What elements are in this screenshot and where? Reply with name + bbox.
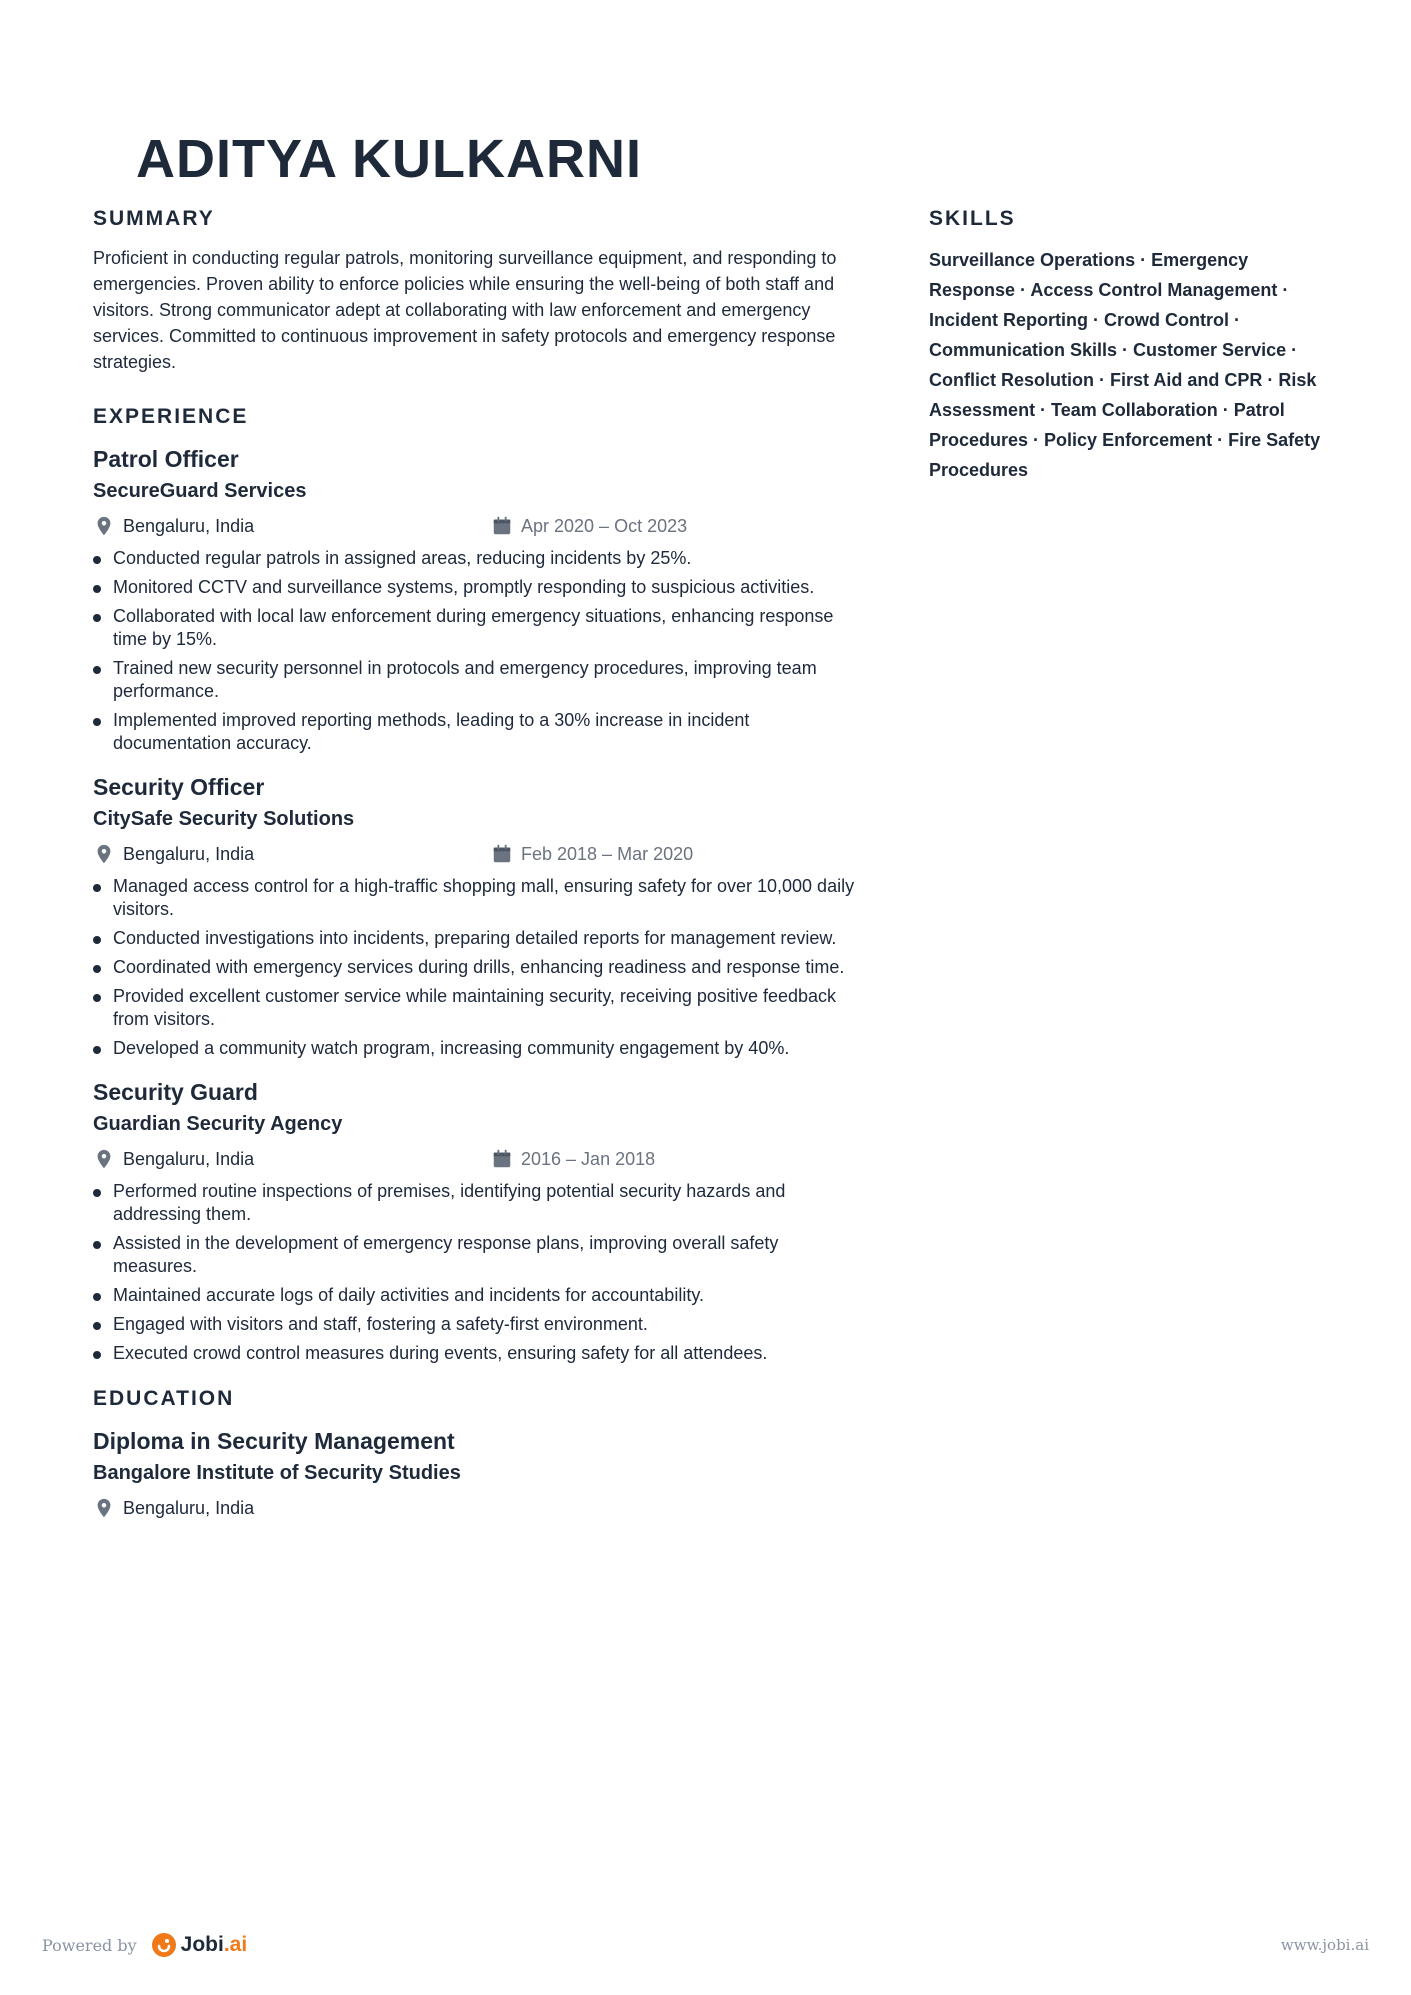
brand-name: Jobi	[180, 1933, 224, 1956]
job-location	[93, 843, 254, 865]
job-meta	[93, 515, 863, 543]
experience-section	[93, 405, 863, 1365]
summary-heading: SUMMARY	[93, 207, 215, 230]
job-bullet: Coordinated with emergency services during drills, enhancing readiness and response time.	[93, 956, 863, 979]
job-bullet: Monitored CCTV and surveillance systems, promptly responding to suspicious activities.	[93, 576, 863, 599]
job-title: Security Guard	[93, 1079, 258, 1105]
job-bullet: Executed crowd control measures during events, ensuring safety for all attendees.	[93, 1342, 863, 1365]
calendar-icon	[491, 515, 513, 537]
job-meta	[93, 843, 863, 871]
calendar-icon	[491, 843, 513, 865]
skills-heading: SKILLS	[929, 207, 1016, 230]
job-dates	[491, 515, 687, 537]
summary-section	[93, 207, 863, 375]
job-location-text: Bengaluru, India	[123, 843, 255, 864]
powered-by-label: Powered by	[42, 1935, 137, 1955]
location-pin-icon	[93, 515, 115, 537]
job-bullet: Assisted in the development of emergency response plans, improving overall safety measures.	[93, 1232, 863, 1278]
job-dates	[491, 843, 693, 865]
job-bullet: Collaborated with local law enforcement during emergency situations, enhancing response time by 15%.	[93, 605, 863, 651]
job-bullet: Engaged with visitors and staff, fostering a safety-first environment.	[93, 1313, 863, 1336]
footer-url[interactable]: www.jobi.ai	[1280, 1936, 1369, 1954]
job-title: Patrol Officer	[93, 446, 239, 472]
jobi-logo-icon	[151, 1932, 177, 1958]
job-entry	[93, 443, 863, 755]
job-dates-text: Apr 2020 – Oct 2023	[521, 515, 688, 536]
job-title: Security Officer	[93, 774, 265, 800]
job-entry	[93, 1076, 863, 1365]
education-location	[93, 1497, 254, 1519]
right-column	[929, 207, 1329, 485]
education-heading: EDUCATION	[93, 1387, 235, 1410]
brand-logo[interactable]	[151, 1932, 248, 1958]
job-bullet: Performed routine inspections of premises, identifying potential security hazards and addressing them.	[93, 1180, 863, 1226]
location-pin-icon	[93, 1148, 115, 1170]
job-bullet: Managed access control for a high-traffic shopping mall, ensuring safety for over 10,000 daily visitors.	[93, 875, 863, 921]
job-location-text: Bengaluru, India	[123, 1148, 255, 1169]
brand-suffix: .ai	[223, 1933, 248, 1956]
job-entry	[93, 771, 863, 1060]
skills-list: Surveillance Operations · Emergency Response · Access Control Management · Incident Reporting · Crowd Control · Communication Skills · Customer Service · Conflict Resolution · First Aid and CPR · Risk Assessment · Team Collaboration · Patrol Procedures · Policy Enforcement · Fire Safety Procedures	[929, 250, 1321, 480]
job-bullet: Developed a community watch program, increasing community engagement by 40%.	[93, 1037, 863, 1060]
job-bullet: Trained new security personnel in protocols and emergency procedures, improving team performance.	[93, 657, 863, 703]
left-column	[93, 207, 863, 1529]
job-bullet: Conducted regular patrols in assigned areas, reducing incidents by 25%.	[93, 547, 863, 570]
job-company: SecureGuard Services	[93, 480, 307, 502]
education-school: Bangalore Institute of Security Studies	[93, 1462, 461, 1484]
job-bullets	[93, 1180, 863, 1365]
job-bullets	[93, 875, 863, 1060]
education-degree: Diploma in Security Management	[93, 1428, 455, 1454]
job-dates-text: 2016 – Jan 2018	[521, 1148, 656, 1169]
calendar-icon	[491, 1148, 513, 1170]
job-bullet: Conducted investigations into incidents, preparing detailed reports for management review.	[93, 927, 863, 950]
job-dates	[491, 1148, 655, 1170]
job-location-text: Bengaluru, India	[123, 515, 255, 536]
job-meta	[93, 1148, 863, 1176]
location-pin-icon	[93, 843, 115, 865]
job-company: Guardian Security Agency	[93, 1113, 343, 1135]
job-location	[93, 515, 254, 537]
skills-section	[929, 207, 1329, 485]
job-bullets	[93, 547, 863, 755]
education-section	[93, 1387, 863, 1525]
candidate-name: ADITYA KULKARNI	[136, 129, 643, 189]
job-dates-text: Feb 2018 – Mar 2020	[521, 843, 694, 864]
job-bullet: Provided excellent customer service while maintaining security, receiving positive feedback from visitors.	[93, 985, 863, 1031]
education-location-text: Bengaluru, India	[123, 1497, 255, 1518]
job-location	[93, 1148, 254, 1170]
experience-heading: EXPERIENCE	[93, 405, 249, 428]
education-meta	[93, 1497, 863, 1525]
powered-by	[42, 1932, 247, 1958]
summary-text: Proficient in conducting regular patrols, monitoring surveillance equipment, and responding to emergencies. Proven ability to enforce policies while ensuring the well-being of both staff and visitors. Strong communicator adept at collaborating with law enforcement and emergency services. Committed to continuous improvement in safety protocols and emergency response strategies.	[93, 248, 837, 372]
job-bullet: Implemented improved reporting methods, leading to a 30% increase in incident documentation accuracy.	[93, 709, 863, 755]
location-pin-icon	[93, 1497, 115, 1519]
job-bullet: Maintained accurate logs of daily activities and incidents for accountability.	[93, 1284, 863, 1307]
job-company: CitySafe Security Solutions	[93, 808, 355, 830]
